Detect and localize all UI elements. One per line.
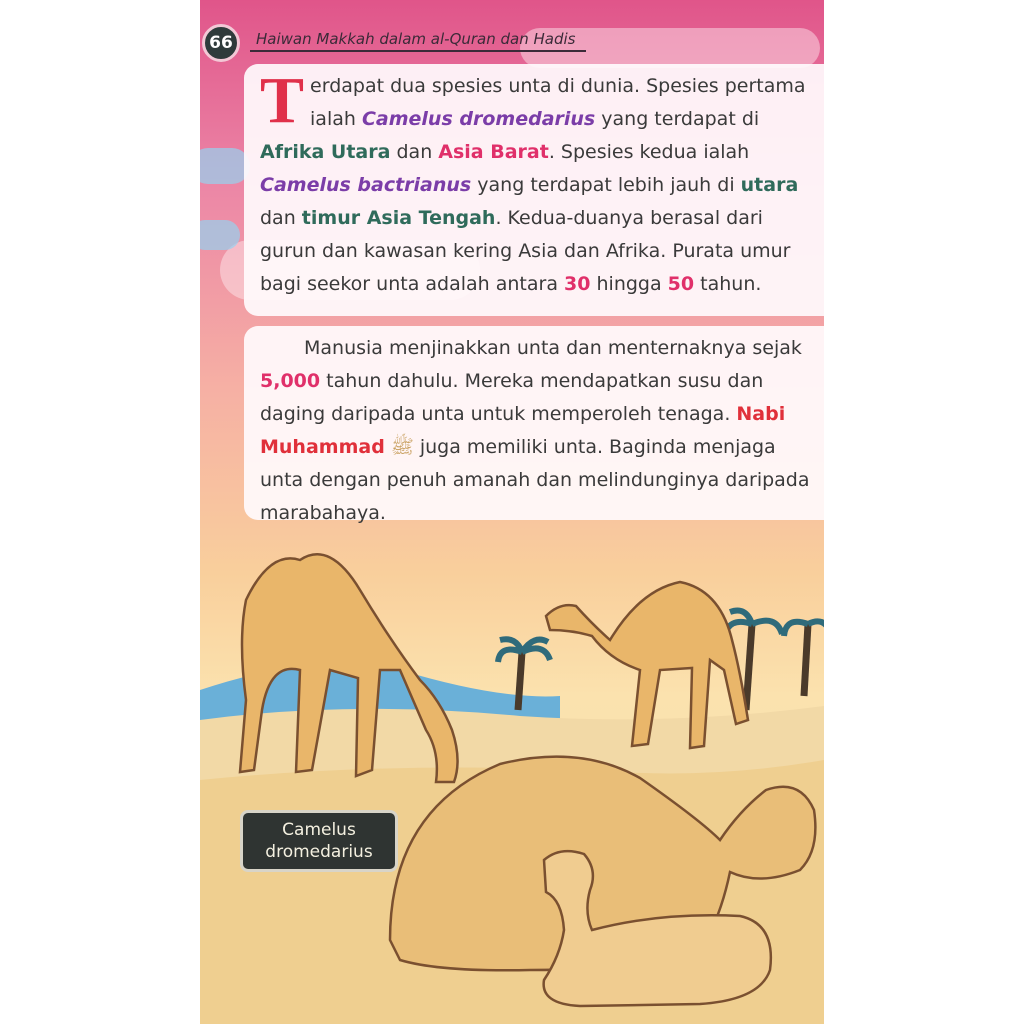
text-span: yang terdapat lebih jauh di — [471, 174, 741, 196]
page-header — [200, 10, 824, 54]
species-name: Camelus bactrianus — [260, 174, 472, 196]
header-rule — [250, 50, 586, 52]
place-name: utara — [740, 174, 799, 196]
number-highlight: 5,000 — [260, 370, 321, 392]
place-name: Afrika Utara — [260, 141, 391, 163]
text-box-2 — [244, 326, 824, 524]
camel-caption-label — [240, 810, 398, 872]
number-highlight: 50 — [667, 273, 695, 295]
text-span: tahun dahulu. Mereka mendapatkan susu dan daging daripada unta untuk memperoleh tenaga. — [260, 370, 764, 425]
background-sky-patch — [200, 220, 240, 250]
salawat-glyph: ﷺ — [390, 436, 414, 458]
prophet-name: Nabi Muhammad — [260, 403, 786, 458]
text-span: Manusia menjinakkan unta dan menternaknya sejak — [304, 337, 802, 359]
number-highlight: 30 — [564, 273, 591, 295]
caption-line-2: dromedarius — [265, 842, 373, 862]
page-number: 66 — [202, 24, 240, 62]
running-head: Haiwan Makkah dalam al-Quran dan Hadis — [256, 30, 576, 48]
place-name: Asia Barat — [438, 141, 549, 163]
desert-camels-illustration — [200, 520, 824, 1024]
palm-tree — [784, 621, 824, 696]
text-span: juga memiliki unta. Baginda menjaga unta dengan penuh amanah dan melindunginya daripada marabahaya. — [260, 436, 810, 524]
background-sky-patch — [200, 148, 250, 184]
caption-line-1: Camelus — [282, 820, 356, 840]
text-span: yang terdapat di — [595, 108, 760, 130]
text-span: . Kedua-duanya berasal dari gurun dan kawasan kering Asia dan Afrika. Purata umur bagi seekor unta adalah antara — [260, 207, 791, 295]
book-page — [200, 0, 824, 1024]
text-box-1 — [244, 64, 824, 316]
species-name: Camelus dromedarius — [361, 108, 596, 130]
paragraph-1 — [260, 64, 814, 301]
text-span: tahun. — [694, 273, 762, 295]
text-span: . Spesies kedua ialah — [548, 141, 750, 163]
drop-cap: T — [260, 64, 305, 137]
text-span: hingga — [590, 273, 668, 295]
text-span: dan — [390, 141, 439, 163]
text-span: erdapat dua spesies unta di dunia. Spesies pertama ialah — [310, 75, 806, 130]
place-name: timur Asia Tengah — [301, 207, 496, 229]
paragraph-2 — [260, 332, 814, 530]
text-span: dan — [260, 207, 302, 229]
